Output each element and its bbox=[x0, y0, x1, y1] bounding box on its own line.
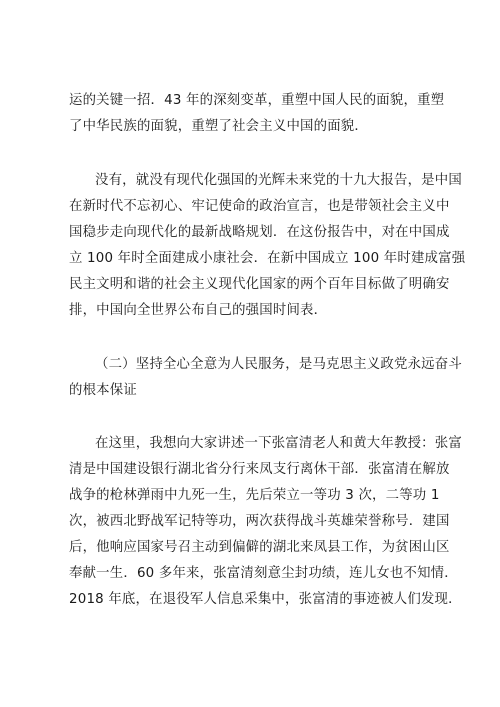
text-line: 奉献一生．60 多年来，张富清刻意尘封功绩，连儿女也不知情． bbox=[69, 566, 458, 581]
text-line: 排，中国向全世界公布自己的强国时间表． bbox=[69, 303, 328, 318]
paragraph-2 bbox=[69, 168, 466, 324]
text-line: （二）坚持全心全意为人民服务，是马克思主义政党永远奋斗 bbox=[95, 357, 462, 372]
text-line: 民主文明和谐的社会主义现代化国家的两个百年目标做了明确安 bbox=[69, 277, 450, 292]
paragraph-4 bbox=[69, 431, 462, 613]
text-line: 国稳步走向现代化的最新战略规划．在这份报告中，对在中国成 bbox=[69, 225, 450, 240]
text-line: 战争的枪林弹雨中九死一生，先后荣立一等功 3 次，二等功 1 bbox=[69, 488, 440, 503]
text-line: 没有，就没有现代化强国的光辉未来党的十九大报告，是中国 bbox=[95, 173, 462, 188]
text-line: 后，他响应国家号召主动到偏僻的湖北来凤县工作，为贫困山区 bbox=[69, 540, 450, 555]
paragraph-1 bbox=[69, 88, 445, 140]
text-line: 清是中国建设银行湖北省分行来凤支行离休干部．张富清在解放 bbox=[69, 462, 450, 477]
text-line: 2018 年底，在退役军人信息采集中，张富清的事迹被人们发现． bbox=[69, 592, 462, 607]
text-line: 了中华民族的面貌，重塑了社会主义中国的面貌． bbox=[69, 119, 368, 134]
text-line: 立 100 年时全面建成小康社会．在新中国成立 100 年时建成富强 bbox=[69, 251, 466, 266]
text-line: 在这里，我想向大家讲述一下张富清老人和黄大年教授：张富 bbox=[95, 436, 462, 451]
text-line: 的根本保证 bbox=[69, 383, 137, 398]
section-heading bbox=[69, 352, 462, 404]
text-line: 运的关键一招．43 年的深刻变革，重塑中国人民的面貌，重塑 bbox=[69, 93, 445, 108]
text-line: 在新时代不忘初心、牢记使命的政治宣言，也是带领社会主义中 bbox=[69, 199, 450, 214]
text-line: 次，被西北野战军记特等功，两次获得战斗英雄荣誉称号．建国 bbox=[69, 514, 450, 529]
